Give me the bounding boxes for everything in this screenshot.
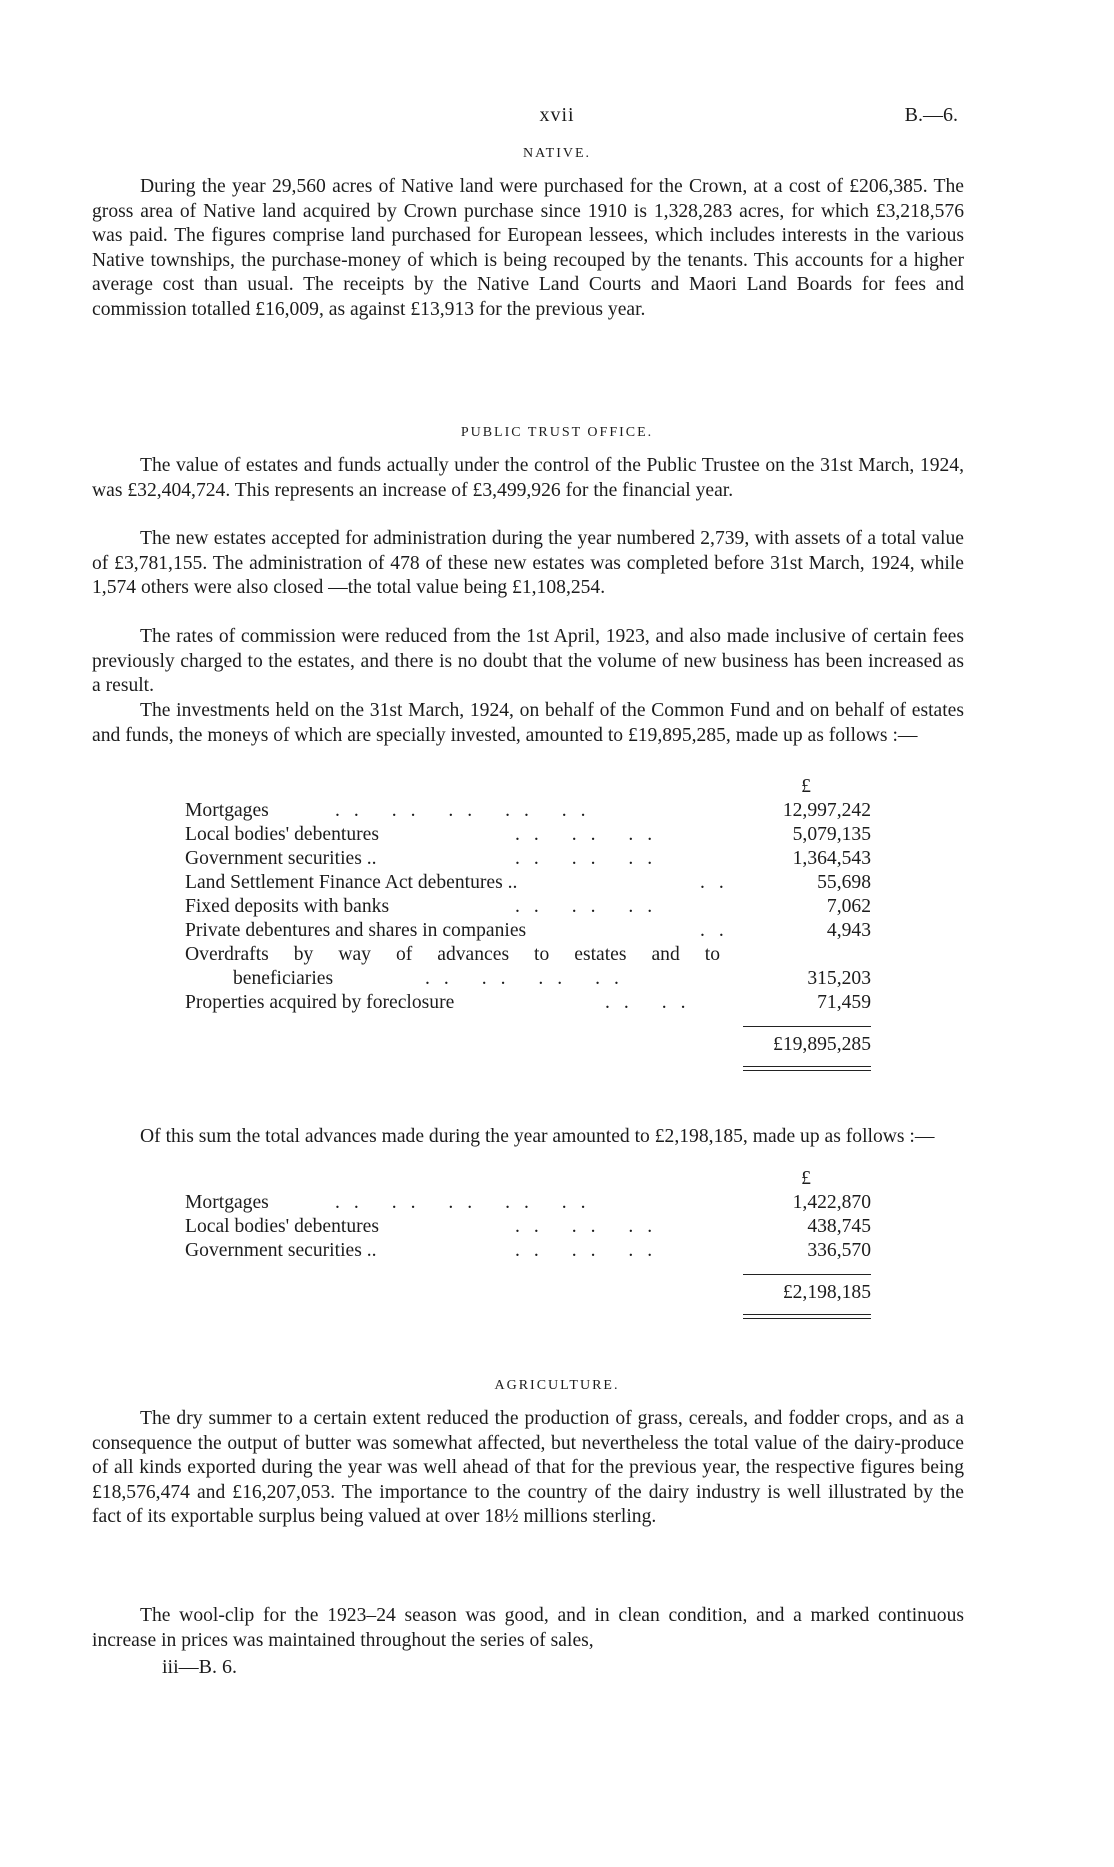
document-reference: B.—6. <box>904 104 958 126</box>
total-double-rule <box>743 1314 871 1315</box>
row-label: Properties acquired by foreclosure <box>185 992 455 1013</box>
public-trust-paragraph-3: The rates of commission were reduced from the 1st April, 1923, and also made inclusive of certain fees previously charged to the estates, and there is no doubt that the volume of new business has been increased as a result. <box>92 626 964 697</box>
total-row <box>185 1282 885 1306</box>
advances-table <box>185 1168 885 1338</box>
total-amount: £2,198,185 <box>782 1282 871 1303</box>
table-row <box>185 1192 885 1216</box>
table-row <box>185 872 885 896</box>
total-double-rule <box>743 1070 871 1071</box>
total-amount: £19,895,285 <box>773 1034 871 1055</box>
row-label-line-1: Overdrafts by way of advances to estates and to <box>185 944 720 965</box>
currency-header: £ <box>801 1168 811 1189</box>
investments-table <box>185 776 885 1096</box>
table-row <box>185 824 885 848</box>
row-label: Local bodies' debentures <box>185 1216 379 1237</box>
agriculture-paragraph-2: The wool-clip for the 1923–24 season was good, and in clean condition, and a marked continuous increase in prices was maintained throughout the series of sales, <box>92 1605 964 1651</box>
row-label: Local bodies' debentures <box>185 824 379 845</box>
leader-dots: .. .. .. .. .. <box>335 800 600 821</box>
total-double-rule <box>743 1318 871 1319</box>
table-row <box>185 944 885 968</box>
table-row <box>185 992 885 1016</box>
row-amount: 7,062 <box>826 896 871 917</box>
leader-dots: .. .. .. .. .. <box>335 1192 600 1213</box>
currency-header: £ <box>801 776 811 797</box>
public-trust-paragraph-4: The investments held on the 31st March, 1924, on behalf of the Common Fund and on behalf of estates and funds, the moneys of which are specially invested, amounted to £19,895,285, made up as follows :— <box>92 700 964 746</box>
public-trust-paragraph-1: The value of estates and funds actually under the control of the Public Trustee on the 31st March, 1924, was £32,404,724. This represents an increase of £3,499,926 for the financial year. <box>92 455 964 501</box>
subtotal-rule <box>743 1026 871 1027</box>
leader-dots: .. .. .. <box>515 1240 667 1261</box>
row-label: Mortgages <box>185 800 269 821</box>
row-amount: 438,745 <box>807 1216 871 1237</box>
leader-dots: .. .. .. <box>515 1216 667 1237</box>
row-label: Land Settlement Finance Act debentures .. <box>185 872 518 893</box>
table-row <box>185 848 885 872</box>
row-label: Government securities .. <box>185 848 377 869</box>
leader-dots: .. <box>700 872 738 893</box>
table-row <box>185 968 885 992</box>
row-label: Fixed deposits with banks <box>185 896 390 917</box>
section-heading-native: NATIVE. <box>522 146 592 161</box>
row-label: Private debentures and shares in companies <box>185 920 527 941</box>
subtotal-rule <box>743 1274 871 1275</box>
table-row <box>185 1240 885 1264</box>
row-amount: 315,203 <box>807 968 871 989</box>
total-row <box>185 1034 885 1058</box>
row-amount: 12,997,242 <box>782 800 871 821</box>
leader-dots: .. .. <box>605 992 700 1013</box>
printer-signature: iii—B. 6. <box>162 1656 238 1678</box>
page-number: xvii <box>539 104 575 126</box>
native-paragraph: During the year 29,560 acres of Native land were purchased for the Crown, at a cost of £206,385. The gross area of Native land acquired by Crown purchase since 1910 is 1,328,283 acres, for which £3,218,576 was paid. The figures comprise land purchased for European lessees, which includes interests in the various Native townships, the purchase-money of which is being recouped by the tenants. This accounts for a higher average cost than usual. The receipts by the Native Land Courts and Maori Land Boards for fees and commission totalled £16,009, as against £13,913 for the previous year. <box>92 176 964 320</box>
leader-dots: .. .. .. <box>515 848 667 869</box>
row-label: Mortgages <box>185 1192 269 1213</box>
total-double-rule <box>743 1066 871 1067</box>
row-amount: 1,422,870 <box>792 1192 871 1213</box>
row-amount: 55,698 <box>817 872 871 893</box>
agriculture-paragraph-1: The dry summer to a certain extent reduced the production of grass, cereals, and fodder crops, and as a consequence the output of butter was somewhat affected, but nevertheless the total value of the dairy-produce of all kinds exported during the year was well ahead of that for the previous year, the respective figures being £18,576,474 and £16,207,053. The importance to the country of the dairy industry is well illustrated by the fact of its exportable surplus being valued at over 18½ millions sterling. <box>92 1408 964 1528</box>
table-row <box>185 1216 885 1240</box>
section-heading-agriculture: AGRICULTURE. <box>494 1378 620 1393</box>
public-trust-paragraph-2: The new estates accepted for administration during the year numbered 2,739, with assets of a total value of £3,781,155. The administration of 478 of these new estates was completed before 31st March, 1924, while 1,574 others were also closed —the total value being £1,108,254. <box>92 528 964 599</box>
table-row <box>185 896 885 920</box>
row-label: Government securities .. <box>185 1240 377 1261</box>
row-amount: 5,079,135 <box>792 824 871 845</box>
leader-dots: .. .. .. <box>515 824 667 845</box>
row-label-line-2: beneficiaries <box>233 968 334 989</box>
row-amount: 71,459 <box>817 992 871 1013</box>
table-row <box>185 800 885 824</box>
leader-dots: .. <box>700 920 738 941</box>
page-header <box>0 104 1114 132</box>
row-amount: 4,943 <box>826 920 871 941</box>
advances-paragraph: Of this sum the total advances made during the year amounted to £2,198,185, made up as follows :— <box>140 1126 935 1147</box>
leader-dots: .. .. .. .. <box>425 968 633 989</box>
section-heading-public-trust: PUBLIC TRUST OFFICE. <box>460 425 654 440</box>
row-amount: 336,570 <box>807 1240 871 1261</box>
leader-dots: .. .. .. <box>515 896 667 917</box>
row-amount: 1,364,543 <box>792 848 871 869</box>
table-row <box>185 920 885 944</box>
